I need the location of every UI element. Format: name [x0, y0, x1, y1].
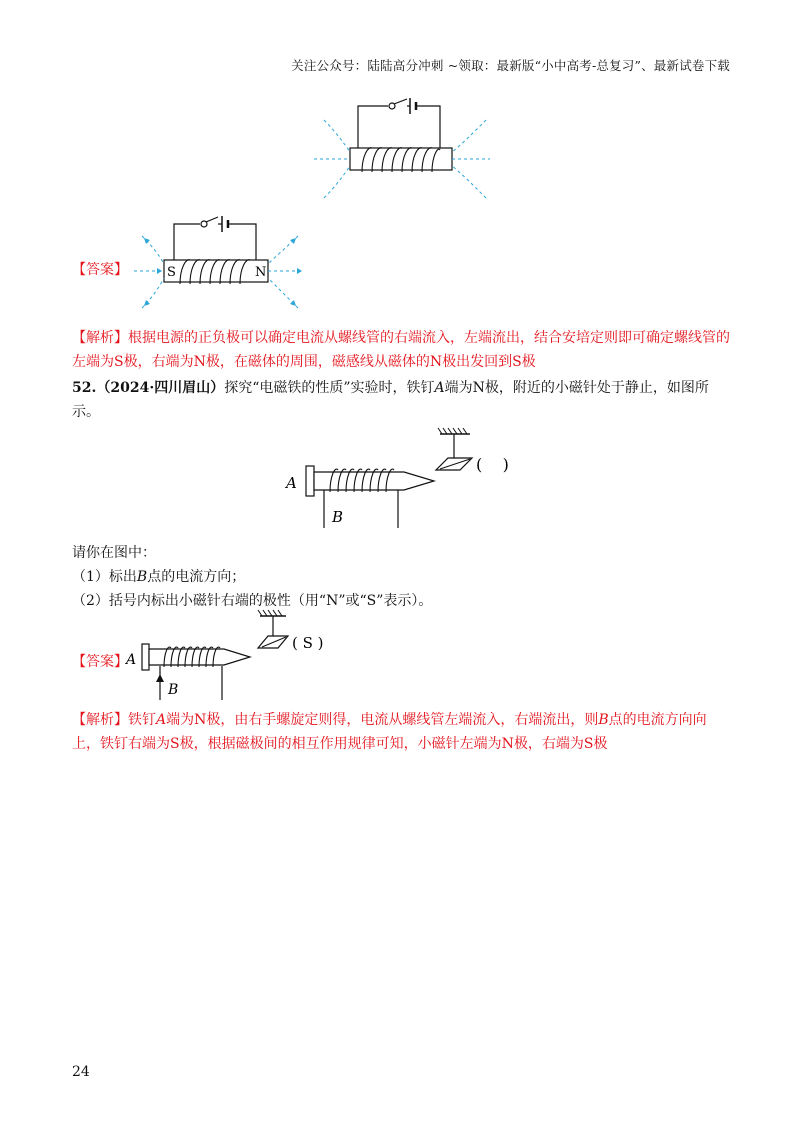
pole-label-n: N — [255, 265, 267, 280]
analysis-prev — [72, 326, 730, 374]
question-number: 52. — [72, 380, 97, 396]
answer-tag-prev: 【答案】 — [72, 262, 128, 278]
question-item-2: （2）括号内标出小磁针右端的极性（用“N”或“S”表示）。 — [72, 593, 433, 609]
question-52 — [72, 376, 730, 424]
answer-electromagnet-figure — [124, 608, 344, 704]
answer-solenoid-figure — [130, 210, 310, 320]
question-prompt: 请你在图中： — [72, 545, 156, 561]
fig-bracket: ( ) — [476, 455, 509, 474]
fig-label-a: A — [286, 474, 297, 492]
pole-label-s: S — [167, 265, 176, 280]
item1-b: B — [136, 569, 148, 585]
answer-label-b: B — [168, 682, 179, 698]
analysis-b: B — [598, 712, 609, 728]
solenoid-field-figure — [310, 90, 500, 210]
fig-label-b: B — [332, 508, 344, 526]
analysis-tag: 【解析】 — [72, 712, 128, 728]
analysis-p1: 铁钉 — [128, 712, 156, 728]
page-number: 24 — [72, 1064, 90, 1080]
item1-post: 点的电流方向； — [147, 569, 246, 585]
analysis — [72, 708, 730, 756]
electromagnet-figure — [280, 424, 530, 534]
answer-bracket: ( S ) — [292, 634, 324, 652]
analysis-tag-prev: 【解析】 — [72, 330, 128, 346]
analysis-p3: 点的电流方向向上，铁钉右端为S极，根据磁极间的相互作用规律可知，小磁针左端为N极，右端为S极 — [72, 712, 707, 752]
item1-pre: （1）标出 — [72, 569, 137, 585]
page-header: 关注公众号：陆陆高分冲刺 ~领取：最新版“小中高考-总复习”、最新试卷下载 — [291, 58, 730, 73]
answer-tag: 【答案】 — [72, 654, 128, 670]
question-source: （2024·四川眉山） — [96, 380, 225, 396]
question-stem-2: 端为N极，附近的小磁针处于静止，如图所示。 — [72, 380, 709, 420]
analysis-a: A — [156, 712, 167, 728]
answer-label-a: A — [126, 652, 137, 668]
analysis-text-prev: 根据电源的正负极可以确定电流从螺线管的右端流入，左端流出，结合安培定则即可确定螺线管的左端为S极，右端为N极，在磁体的周围，磁感线从磁体的N极出发回到S极 — [72, 330, 730, 370]
question-stem-a: A — [434, 380, 445, 396]
question-stem-1: 探究“电磁铁的性质”实验时，铁钉 — [224, 380, 435, 396]
analysis-p2: 端为N极，由右手螺旋定则得，电流从螺线管左端流入，右端流出，则 — [166, 712, 599, 728]
question-item-1 — [72, 565, 245, 589]
